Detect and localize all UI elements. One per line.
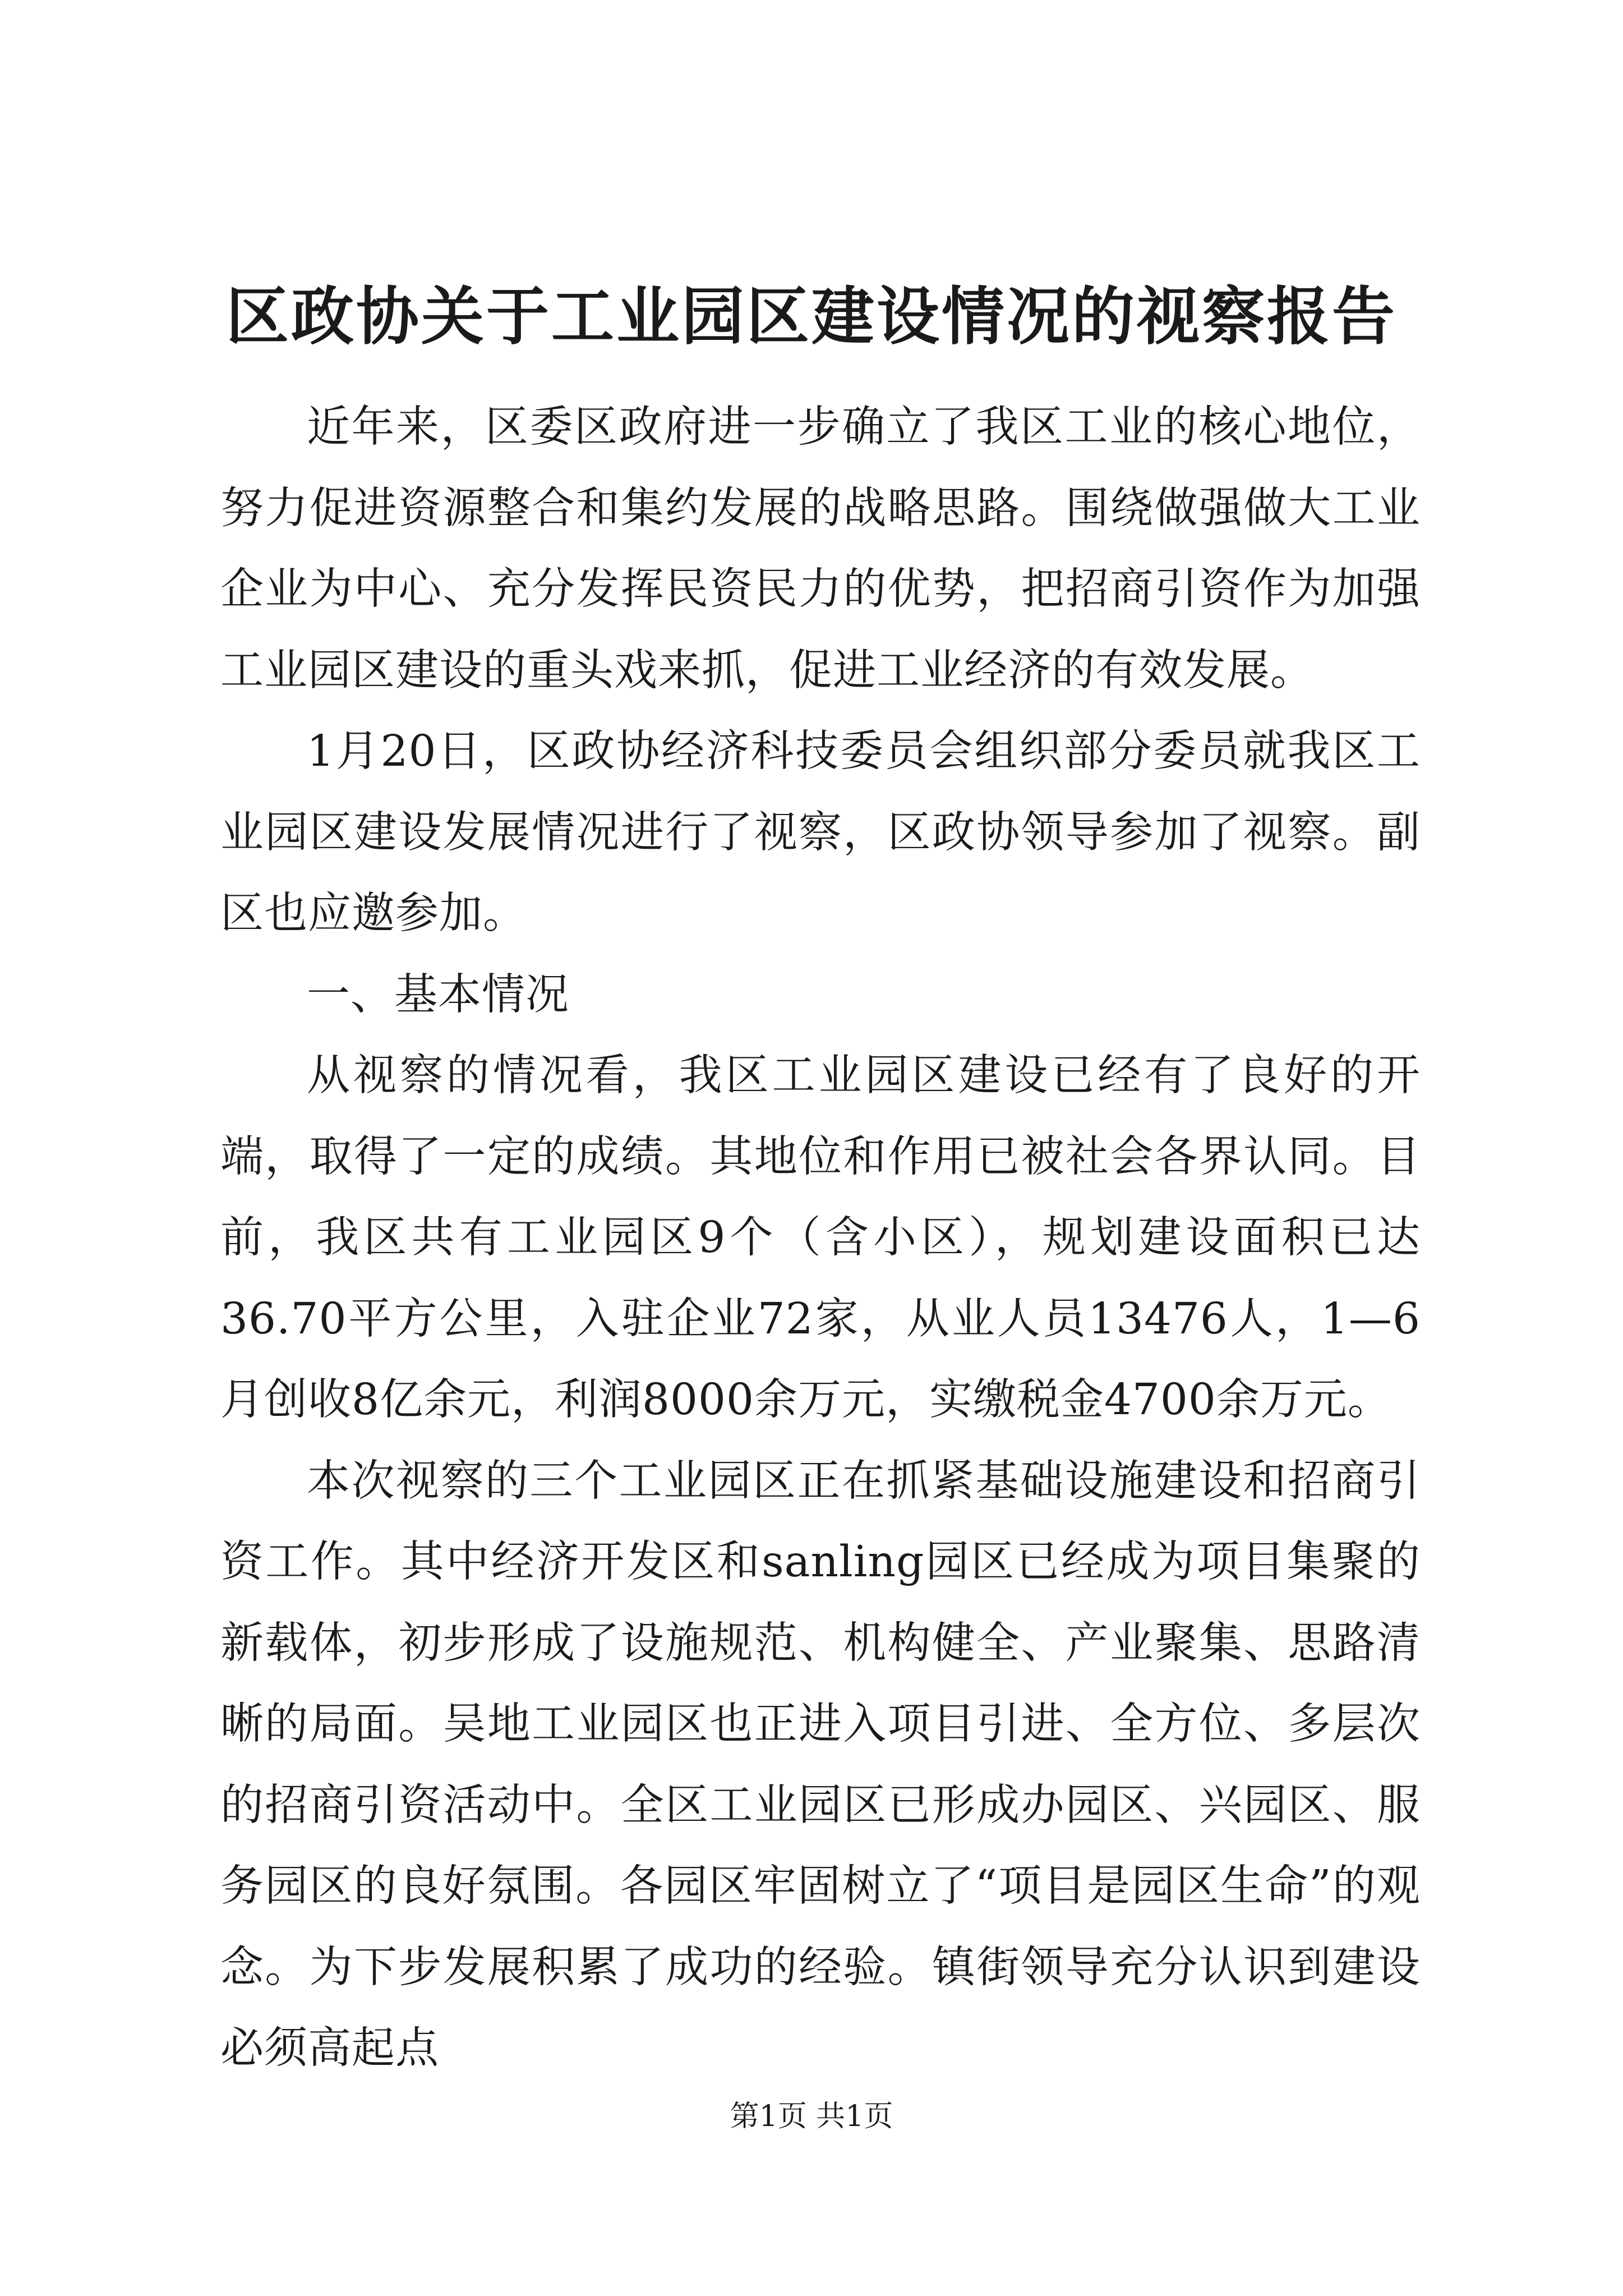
paragraph-basic-situation: 从视察的情况看，我区工业园区建设已经有了良好的开端，取得了一定的成绩。其地位和作用已被社会各界认同。目前，我区共有工业园区9个（含小区），规划建设面积已达36.70平方公里，入驻企业72家，从业人员13476人，1—6月创收8亿余元，利润8000余万元，实缴税金4700余万元。 xyxy=(220,1051,1421,1425)
page-number-footer: 第1页 共1页 xyxy=(730,2100,893,2133)
paragraph-inspection: 1月20日，区政协经济科技委员会组织部分委员就我区工业园区建设发展情况进行了视察，区政协领导参加了视察。副区也应邀参加。 xyxy=(220,726,1421,938)
paragraph-intro: 近年来，区委区政府进一步确立了我区工业的核心地位，努力促进资源整合和集约发展的战略思路。围绕做强做大工业企业为中心、充分发挥民资民力的优势，把招商引资作为加强工业园区建设的重头戏来抓，促进工业经济的有效发展。 xyxy=(220,402,1421,696)
section-heading-basic-situation: 一、基本情况 xyxy=(307,969,569,1020)
document-body xyxy=(220,387,1421,2090)
paragraph-three-parks: 本次视察的三个工业园区正在抓紧基础设施建设和招商引资工作。其中经济开发区和sanling园区已经成为项目集聚的新载体，初步形成了设施规范、机构健全、产业聚集、思路清晰的局面。吴地工业园区也正进入项目引进、全方位、多层次的招商引资活动中。全区工业园区已形成办园区、兴园区、服务园区的良好氛围。各园区牢固树立了“项目是园区生命”的观念。为下步发展积累了成功的经验。镇街领导充分认识到建设必须高起点 xyxy=(220,1456,1421,2073)
document-title: 区政协关于工业园区建设情况的视察报告 xyxy=(226,280,1397,353)
